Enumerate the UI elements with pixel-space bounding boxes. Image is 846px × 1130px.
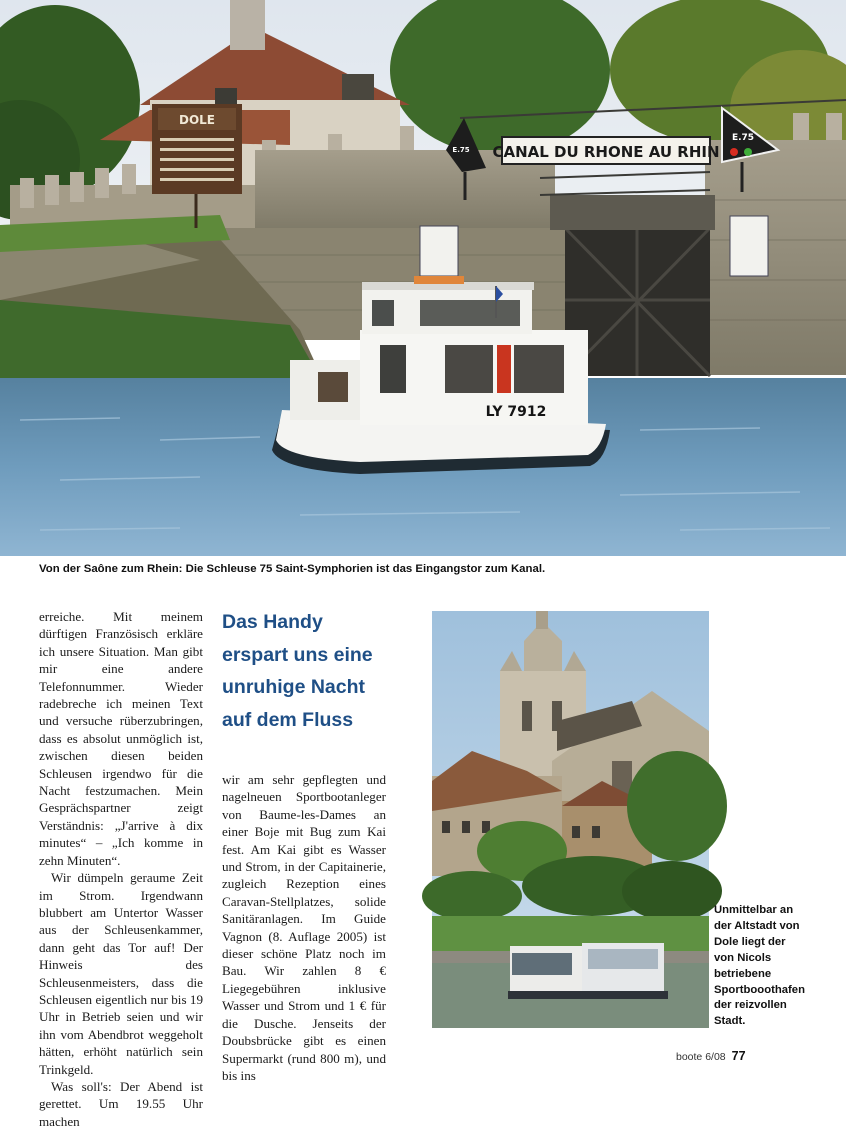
paragraph: Was soll's: Der Abend ist gerettet. Um 19.55 Uhr machen (39, 1078, 203, 1129)
paragraph: wir am sehr gepflegten und nagelneuen Sportbootanleger von Baume-les-Dames an einer Boje mit Bug zum Kai fest. Am Kai gibt es Wasser und Strom, in der Capitainerie, zugleich Rezeption eines Caravan-Stellplatzes, solide Sanitäranlagen. Im Guide Vagnon (8. Auflage 2005) ist dieser schöne Platz noch im Bau. Wir zahlen 8 € Liegegebühren inklusive Wasser und Strom und 1 € für die Dusche. Jenseits der Doubsbrücke gibt es einen Supermarkt (rund 800 m), und bis ins (222, 772, 386, 1083)
pull-quote: Das Handy erspart uns eine unruhige Nacht auf dem Fluss (222, 611, 373, 732)
article-column-2 (222, 771, 386, 1084)
hero-photo (0, 0, 846, 556)
paragraph: erreiche. Mit meinem dürftigen Französisch erkläre ich unsere Situation. Man gibt mir eine andere Telefonnummer. Wieder radebreche ich meinen Text und versuche rüberzubringen, dass es absolut unmöglich ist, zwischen diesen beiden Schleusen irgendwo für die Nacht festzumachen. Mein Gesprächspartner zeigt Verständnis: „J'arrive à dix minutes“ – „Ich komme in zehn Minuten“. (39, 609, 203, 868)
canal-sign-text: CANAL DU RHONE AU RHIN (492, 143, 720, 161)
dole-sign-text: DOLE (178, 113, 216, 127)
signal-right-text: E.75 (731, 133, 755, 143)
article-column-1 (39, 608, 203, 1130)
dole-photo-illustration (432, 611, 709, 1028)
hero-photo-illustration (0, 0, 846, 556)
boat-registration: LY 7912 (485, 404, 547, 420)
page-number: 77 (731, 1049, 746, 1063)
paragraph: Wir dümpeln geraume Zeit im Strom. Irgendwann blubbert am Untertor Wasser aus der Schleusenkammer, dann geht das Tor auf! Der Hinweis des Schleusenmeisters, dass die Schleusen eigentlich nur bis 19 Uhr in Betrieb seien und wir ihn vom Abendbrot weggeholt hätten, erhöht natürlich sein Trinkgeld. (39, 870, 203, 1077)
page-folio (676, 1049, 746, 1063)
signal-left-text: E.75 (452, 146, 470, 154)
photo-caption-top: Von der Saône zum Rhein: Die Schleuse 75 Saint-Symphorien ist das Eingangstor zum Kanal. (39, 563, 546, 575)
dole-photo (432, 611, 709, 1028)
magazine-issue: boote 6/08 (676, 1051, 726, 1063)
photo-caption-side: Unmittelbar an der Altstadt von Dole liegt der von Nicols betriebene Sportbooothafen der reizvollen Stadt. (714, 904, 805, 1028)
